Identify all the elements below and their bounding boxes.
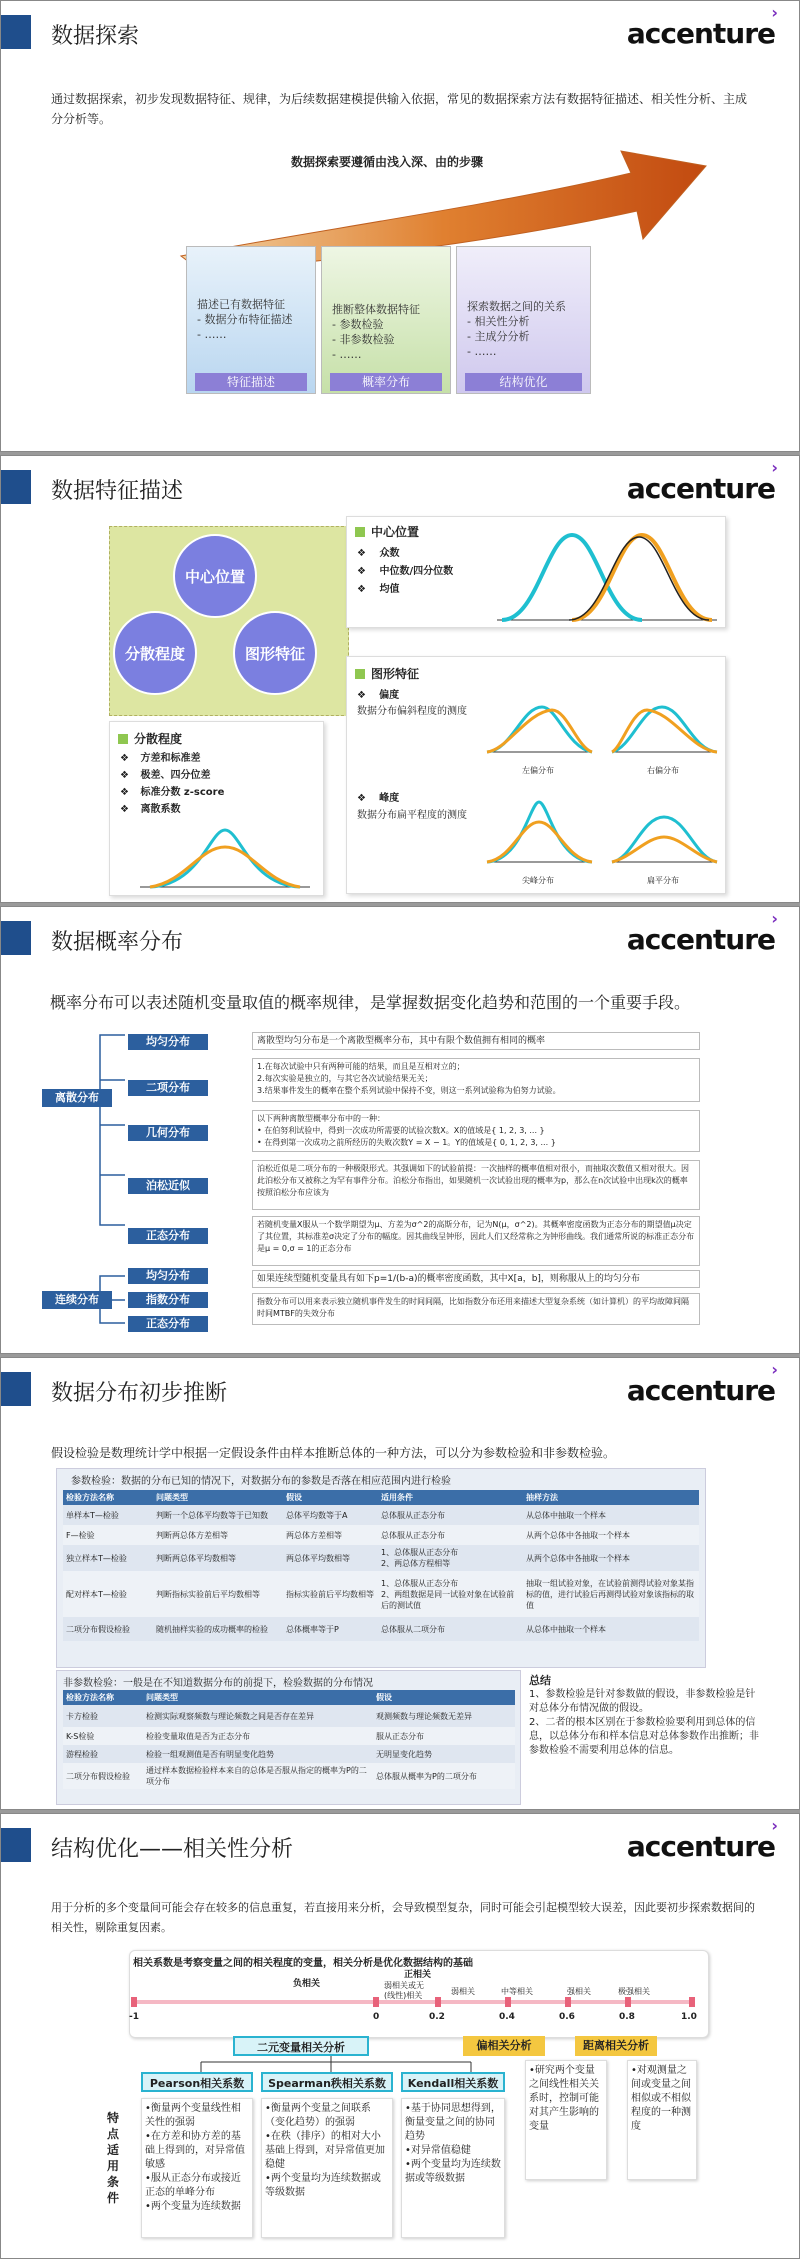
circle-shape: 图形特征 <box>233 611 317 695</box>
mid-label: 中等相关 <box>501 1987 533 1996</box>
summary-text: 1、参数检验是针对参数做的假设，非参数检验是针对总体分布情况做的假设。 2、二者的根本区别在于参数检验要利用到总体的信息，以总体分布和样本信息对总体参数作出推断；非参数检验不需要利用总体的信息。 <box>529 1689 759 1756</box>
tree-lines-icon <box>40 1030 140 1330</box>
partial-box: 偏相关分析 <box>463 2036 545 2056</box>
center-box: 中心位置 ❖ 众数 ❖ 中位数/四分位数 ❖ 均值 <box>346 516 726 628</box>
spearman-box: Spearman秩相关系数 <box>261 2072 393 2092</box>
accenture-logo: accenture › <box>626 1360 777 1407</box>
pos-label: 正相关 <box>404 1970 432 1980</box>
label-poisson: 泊松近似 <box>128 1178 208 1194</box>
tick-label: -1 <box>129 2012 139 2022</box>
label-geometric: 几何分布 <box>128 1125 208 1141</box>
accenture-logo: accenture › <box>626 1816 777 1863</box>
desc-binomial: 1.在每次试验中只有两种可能的结果，而且是互相对立的； 2.每次实验是独立的，与其它各次试验结果无关； 3.结果事件发生的概率在整个系列试验中保持不变，则这一系列试验称为伯努力试验。 <box>252 1058 700 1102</box>
normal-curves-icon <box>497 525 717 625</box>
weak-label: 弱相关 <box>451 1987 475 1996</box>
dispersion-curves-icon <box>140 822 310 892</box>
kurtosis-curves-icon <box>482 797 722 872</box>
green-square-icon <box>355 669 365 679</box>
accenture-logo: accenture › <box>626 458 777 505</box>
table-row: 单样本T—检验 判断一个总体平均数等于已知数 总体平均数等于A 总体服从正态分布 从总体中抽取一个样本 <box>63 1505 699 1525</box>
label-binomial: 二项分布 <box>128 1080 208 1096</box>
slide-title: 数据分布初步推断 <box>51 1381 228 1406</box>
label-normal-continuous: 正态分布 <box>128 1316 208 1332</box>
label-uniform-discrete: 均匀分布 <box>128 1034 208 1050</box>
circle-center: 中心位置 <box>173 534 257 618</box>
pearson-box: Pearson相关系数 <box>141 2072 253 2092</box>
table-row: 独立样本T—检验 判断两总体平均数相等 两总体平均数相等 1、总体服从正态分布 2、两总体方程相等 从两个总体中各抽取一个样本 <box>63 1545 699 1571</box>
param-note: 参数检验：数据的分布已知的情况下，对数据分布的参数是否落在相应范围内进行检验 <box>71 1476 451 1487</box>
probability-column: 推断整体数据特征 - 参数检验 - 非参数检验 - …… 概率分布 <box>321 246 451 394</box>
skew-curves-icon <box>482 692 722 762</box>
continuous-label: 连续分布 <box>42 1291 112 1309</box>
title-bar <box>1 921 31 955</box>
tick-label: 0.6 <box>559 2012 575 2022</box>
distance-box: 距离相关分析 <box>575 2036 657 2056</box>
slide-data-exploration <box>0 0 800 452</box>
desc-uniform-discrete: 离散型均匀分布是一个离散型概率分布，其中有限个数值拥有相同的概率 <box>252 1032 700 1050</box>
table-row: 二项分布假设检验 随机抽样实验的成功概率的检验 总体概率等于P 总体服从二项分布 从总体中抽取一个样本 <box>63 1617 699 1641</box>
circle-dispersion: 分散程度 <box>113 611 197 695</box>
table-row: 游程检验 检验一组观测值是否有明显变化趋势 无明显变化趋势 <box>63 1745 515 1763</box>
desc-exponential: 指数分布可以用来表示独立随机事件发生的时间间隔，比如指数分布还用来描述大型复杂系统（如计算机）的平均故障间隔时间MTBF的失效分布 <box>252 1293 700 1325</box>
tick-label: 0 <box>373 2012 380 2022</box>
distance-card: •对观测量之间或变量之间相似或不相似程度的一种测度 <box>627 2060 697 2180</box>
slide-title: 结构优化——相关性分析 <box>51 1837 294 1862</box>
partial-card: •研究两个变量之间线性相关关系时，控制可能对其产生影响的变量 <box>525 2060 607 2180</box>
title-bar <box>1 1372 31 1406</box>
desc-geometric: 以下两种离散型概率分布中的一种： • 在伯努利试验中，得到一次成功所需要的试验次数X。X的值域是{ 1, 2, 3, ... } • 在得到第一次成功之前所经历的失败次数Y = X − 1。Y的值域是{ 0, 1, 2, 3, ... } <box>252 1110 700 1152</box>
table-row: K-S检验 检验变量取值是否为正态分布 服从正态分布 <box>63 1727 515 1745</box>
slide-distribution-inference <box>0 1357 800 1810</box>
nonparam-test-table: 检验方法名称 问题类型 假设 卡方检验 检测实际观察频数与理论频数之间是否存在差异 观测频数与理论频数无差异 K-S检验 检验变量取值是否为正态分布 服从正态分布 游程检验 检验一组观测值是否有明显变化趋势 无明显变化趋势 二项分布假设检验 通过样本数据检验样本来自的总体是否服从指定的概率为P的二项分布 总体服从概率为P的二项分布 <box>63 1690 515 1789</box>
kendall-card: •基于协同思想得到，衡量变量之间的协同趋势 •对异常值稳健 •两个变量均为连续数据或等级数据 <box>401 2098 505 2238</box>
desc-poisson: 泊松近似是二项分布的一种极限形式。其强调如下的试验前提：一次抽样的概率值相对很小，而抽取次数值又相对很大。因此泊松分布又被称之为罕有事件分布。泊松分布指出，如果随机一次试验出现的概率为p，那么在n次试验中出现k次的概率按照泊松分布应该为 <box>252 1160 700 1210</box>
intro-text: 用于分析的多个变量间可能会存在较多的信息重复，若直接用来分析，会导致模型复杂，同时可能会引起模型较大误差，因此要初步探索数据间的相关性，剔除重复因素。 <box>51 1901 755 1934</box>
param-test-table: 检验方法名称 问题类型 假设 适用条件 抽样方法 单样本T—检验 判断一个总体平均数等于已知数 总体平均数等于A 总体服从正态分布 从总体中抽取一个样本 F—检验 判断两总体方差相等 两总体方差相等 总体服从正态分布 从两个总体中各抽取一个样本 独立样本T—检验 判断两总体平均数相等 两总体平均数相等 1、总体服从正态分布 2、两总体方程相等 从两个总体中各抽取一个样本 配对样本T—检验 判断指标实验前后平均数相等 指标实验前后平均数相等 1、总体服从正态分布 2、两组数据是同一试验对象在试验前后的测试值 抽取一组试验对象，在试验前测得试验对象某指标的值，进行试验后再测得试验对象该指标的取值 二项分布假设检验 随机抽样实验的成功概率的检验 总体概率等于P 总体服从二项分布 从总体中抽取一个样本 <box>63 1490 699 1641</box>
accenture-logo: accenture › <box>626 909 777 956</box>
tick-label: 0.2 <box>429 2012 445 2022</box>
slide-feature-description <box>0 455 800 903</box>
intro-text: 假设检验是数理统计学中根据一定假设条件由样本推断总体的一种方法，可以分为参数检验和非参数检验。 <box>51 1446 616 1460</box>
title-bar <box>1 1828 31 1862</box>
label-uniform-continuous: 均匀分布 <box>128 1268 208 1284</box>
accenture-logo: accenture › <box>626 3 777 50</box>
intro-text: 通过数据探索，初步发现数据特征、规律，为后续数据建模提供输入依据，常见的数据探索方法有数据特征描述、相关性分析、主成分分析等。 <box>51 92 748 126</box>
dispersion-box: 分散程度 ❖ 方差和标准差 ❖ 极差、四分位差 ❖ 标准分数 z-score ❖ 离散系数 <box>109 721 324 896</box>
label-normal-discrete: 正态分布 <box>128 1228 208 1244</box>
label-exponential: 指数分布 <box>128 1292 208 1308</box>
summary-title: 总结 <box>529 1674 551 1687</box>
nonparam-note: 非参数检验：一般是在不知道数据分布的前提下，检验数据的分布情况 <box>63 1678 373 1689</box>
tag-feature-desc: 特征描述 <box>195 373 307 391</box>
table-row: 配对样本T—检验 判断指标实验前后平均数相等 指标实验前后平均数相等 1、总体服从正态分布 2、两组数据是同一试验对象在试验前后的测试值 抽取一组试验对象，在试验前测得试验对象某指标的值，进行试验后再测得试验对象该指标的取值 <box>63 1571 699 1617</box>
feature-desc-column: 描述已有数据特征 - 数据分布特征描述 - …… 特征描述 <box>186 246 316 394</box>
desc-uniform-continuous: 如果连续型随机变量具有如下p=1/(b-a)的概率密度函数，其中X[a，b]，则称服从上的均匀分布 <box>252 1270 700 1288</box>
title-bar <box>1 470 31 504</box>
structure-column: 探索数据之间的关系 - 相关性分析 - 主成分分析 - …… 结构优化 <box>456 246 591 394</box>
tick-label: 0.4 <box>499 2012 515 2022</box>
tag-probability: 概率分布 <box>330 373 442 391</box>
subtitle: 概率分布可以表述随机变量取值的概率规律，是掌握数据变化趋势和范围的一个重要手段。 <box>50 993 691 1012</box>
tag-structure: 结构优化 <box>465 373 582 391</box>
tick-label: 0.8 <box>619 2012 635 2022</box>
tick-label: 1.0 <box>681 2012 697 2022</box>
discrete-label: 离散分布 <box>42 1089 112 1107</box>
table-row: F—检验 判断两总体方差相等 两总体方差相等 总体服从正态分布 从两个总体中各抽取一个样本 <box>63 1525 699 1545</box>
kendall-box: Kendall相关系数 <box>401 2072 505 2092</box>
table-row: 二项分布假设检验 通过样本数据检验样本来自的总体是否服从指定的概率为P的二项分布 总体服从概率为P的二项分布 <box>63 1763 515 1789</box>
spearman-card: •衡量两个变量之间联系（变化趋势）的强弱 •在秩（排序）的相对大小基础上得到，对异常值更加稳健 •两个变量均为连续数据或等级数据 <box>261 2098 393 2238</box>
scale-title: 相关系数是考察变量之间的相关程度的变量，相关分析是优化数据结构的基础 <box>133 1958 473 1969</box>
pearson-card: •衡量两个变量线性相关性的强弱 •在方差和协方差的基础上得到的，对异常值敏感 •服从正态分布或接近正态的单峰分布 •两个变量为连续数据 <box>141 2098 253 2238</box>
green-square-icon <box>355 527 365 537</box>
slide-title: 数据特征描述 <box>51 479 184 504</box>
slide-correlation-analysis <box>0 1813 800 2259</box>
shape-box: 图形特征 ❖ 偏度 数据分布偏斜程度的测度 左偏分布 右偏分布 ❖ 峰度 数据分布扁平程度的测度 尖峰分布 扁平分布 <box>346 656 726 894</box>
strong-label: 强相关 <box>567 1987 591 1996</box>
weak-or-none-label: 弱相关或无(线性)相关 <box>384 1981 424 2000</box>
slide-title: 数据探索 <box>51 24 140 49</box>
green-square-icon <box>118 734 128 744</box>
very-strong-label: 极强相关 <box>618 1987 650 1996</box>
slide-title: 数据概率分布 <box>51 930 184 955</box>
title-bar <box>1 15 31 49</box>
neg-label: 负相关 <box>293 1979 321 1989</box>
side-label: 特点适用条件 <box>107 2111 120 2205</box>
bivar-box: 二元变量相关分析 <box>233 2036 369 2056</box>
desc-normal: 若随机变量X服从一个数学期望为μ、方差为σ^2的高斯分布，记为N(μ，σ^2)。其概率密度函数为正态分布的期望值μ决定了其位置，其标准差σ决定了分布的幅度。因其曲线呈钟形，因此人们又经常称之为钟形曲线。我们通常所说的标准正态分布是μ = 0,σ = 1的正态分布 <box>252 1216 700 1266</box>
arrow-title: 数据探索要遵循由浅入深、由的步骤 <box>291 155 484 169</box>
table-row: 卡方检验 检测实际观察频数与理论频数之间是否存在差异 观测频数与理论频数无差异 <box>63 1705 515 1727</box>
